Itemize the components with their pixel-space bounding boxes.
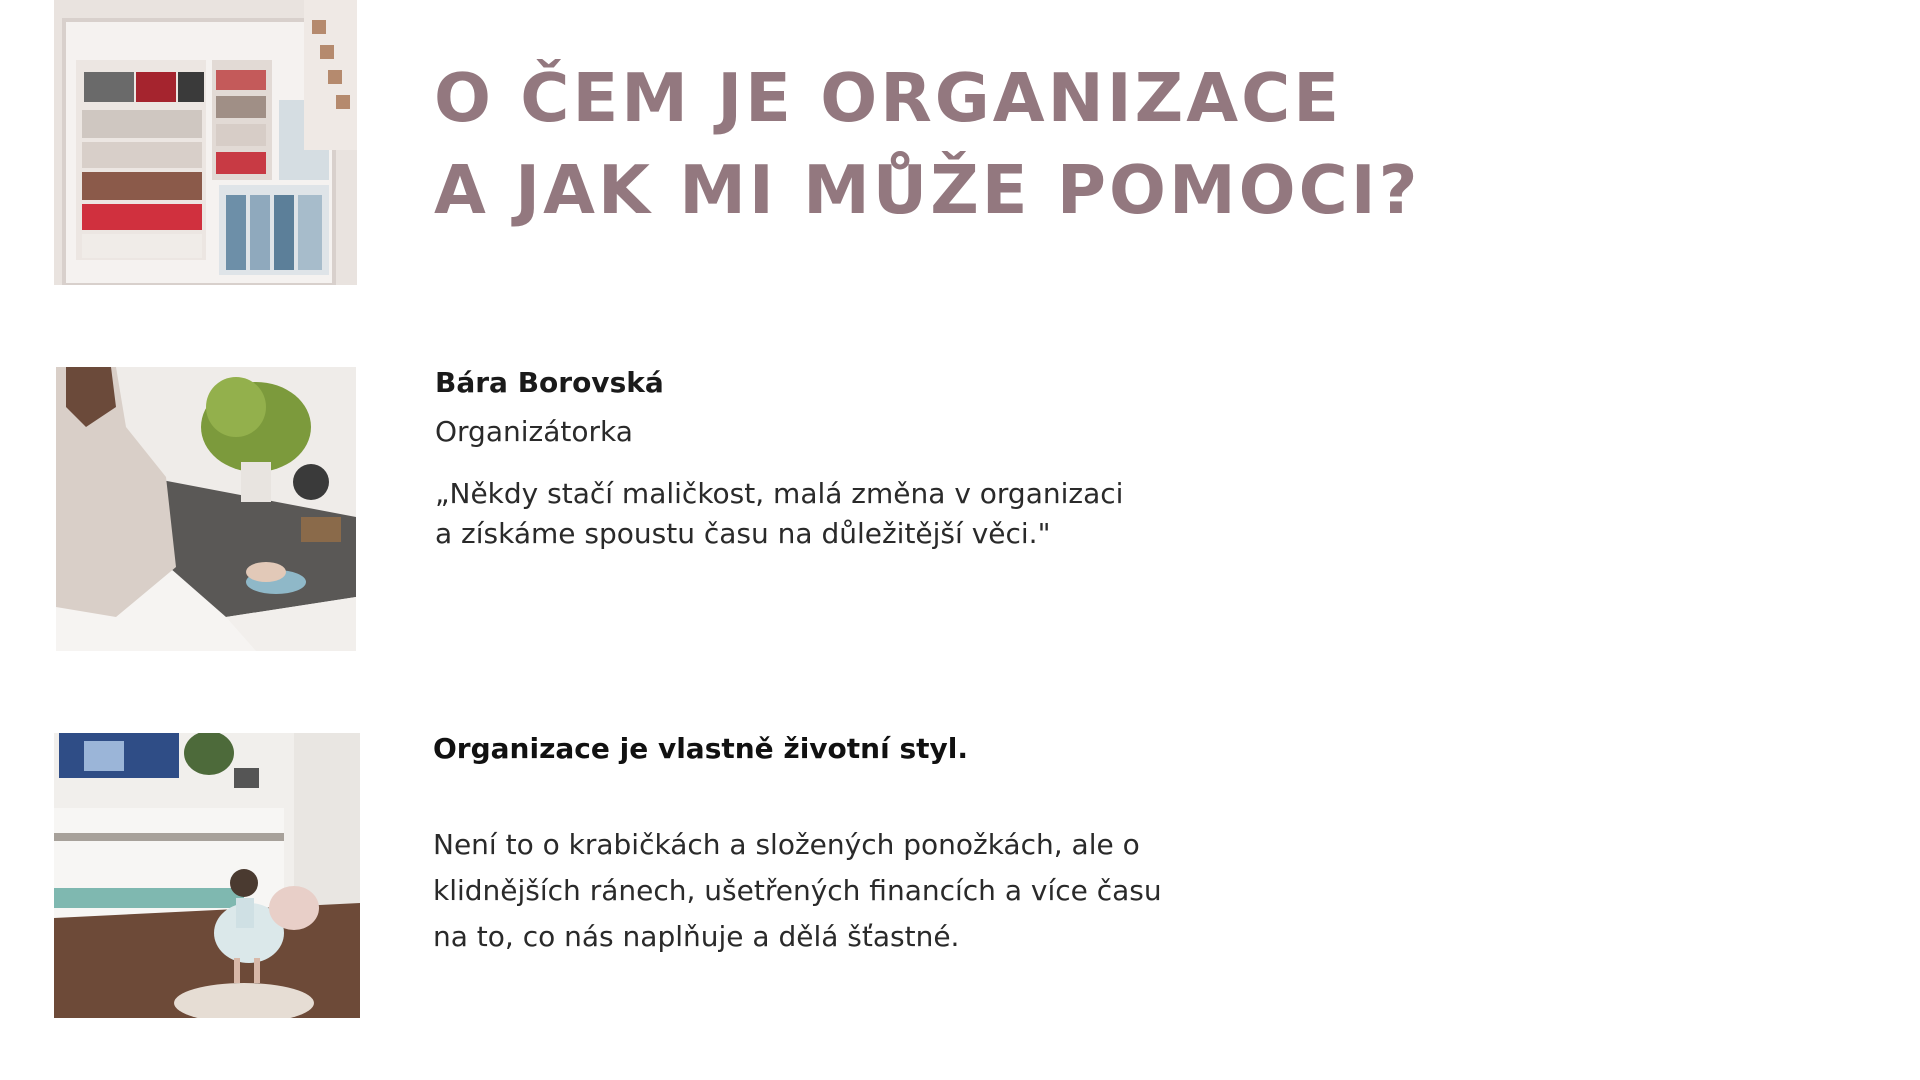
lifestyle-title: Organizace je vlastně životní styl. [433, 732, 968, 765]
heading-line-2: A JAK MI MŮŽE POMOCI? [434, 151, 1421, 229]
quote-line-2: a získáme spoustu času na důležitější věci." [435, 517, 1051, 550]
quote-line-1: „Někdy stačí maličkost, malá změna v organizaci [435, 477, 1124, 510]
body-line-3: na to, co nás naplňuje a dělá šťastné. [433, 920, 960, 953]
drawer-photo [54, 0, 357, 285]
page-heading [434, 52, 1421, 236]
lifestyle-body [433, 822, 1162, 960]
heading-line-1: O ČEM JE ORGANIZACE [434, 59, 1343, 137]
author-name: Bára Borovská [435, 366, 664, 399]
body-line-2: klidnějších ránech, ušetřených financích a více času [433, 874, 1162, 907]
author-role: Organizátorka [435, 415, 633, 448]
living-room-photo [54, 733, 360, 1018]
body-line-1: Není to o krabičkách a složených ponožkách, ale o [433, 828, 1140, 861]
author-quote [435, 474, 1123, 554]
kitchen-photo [56, 367, 356, 651]
